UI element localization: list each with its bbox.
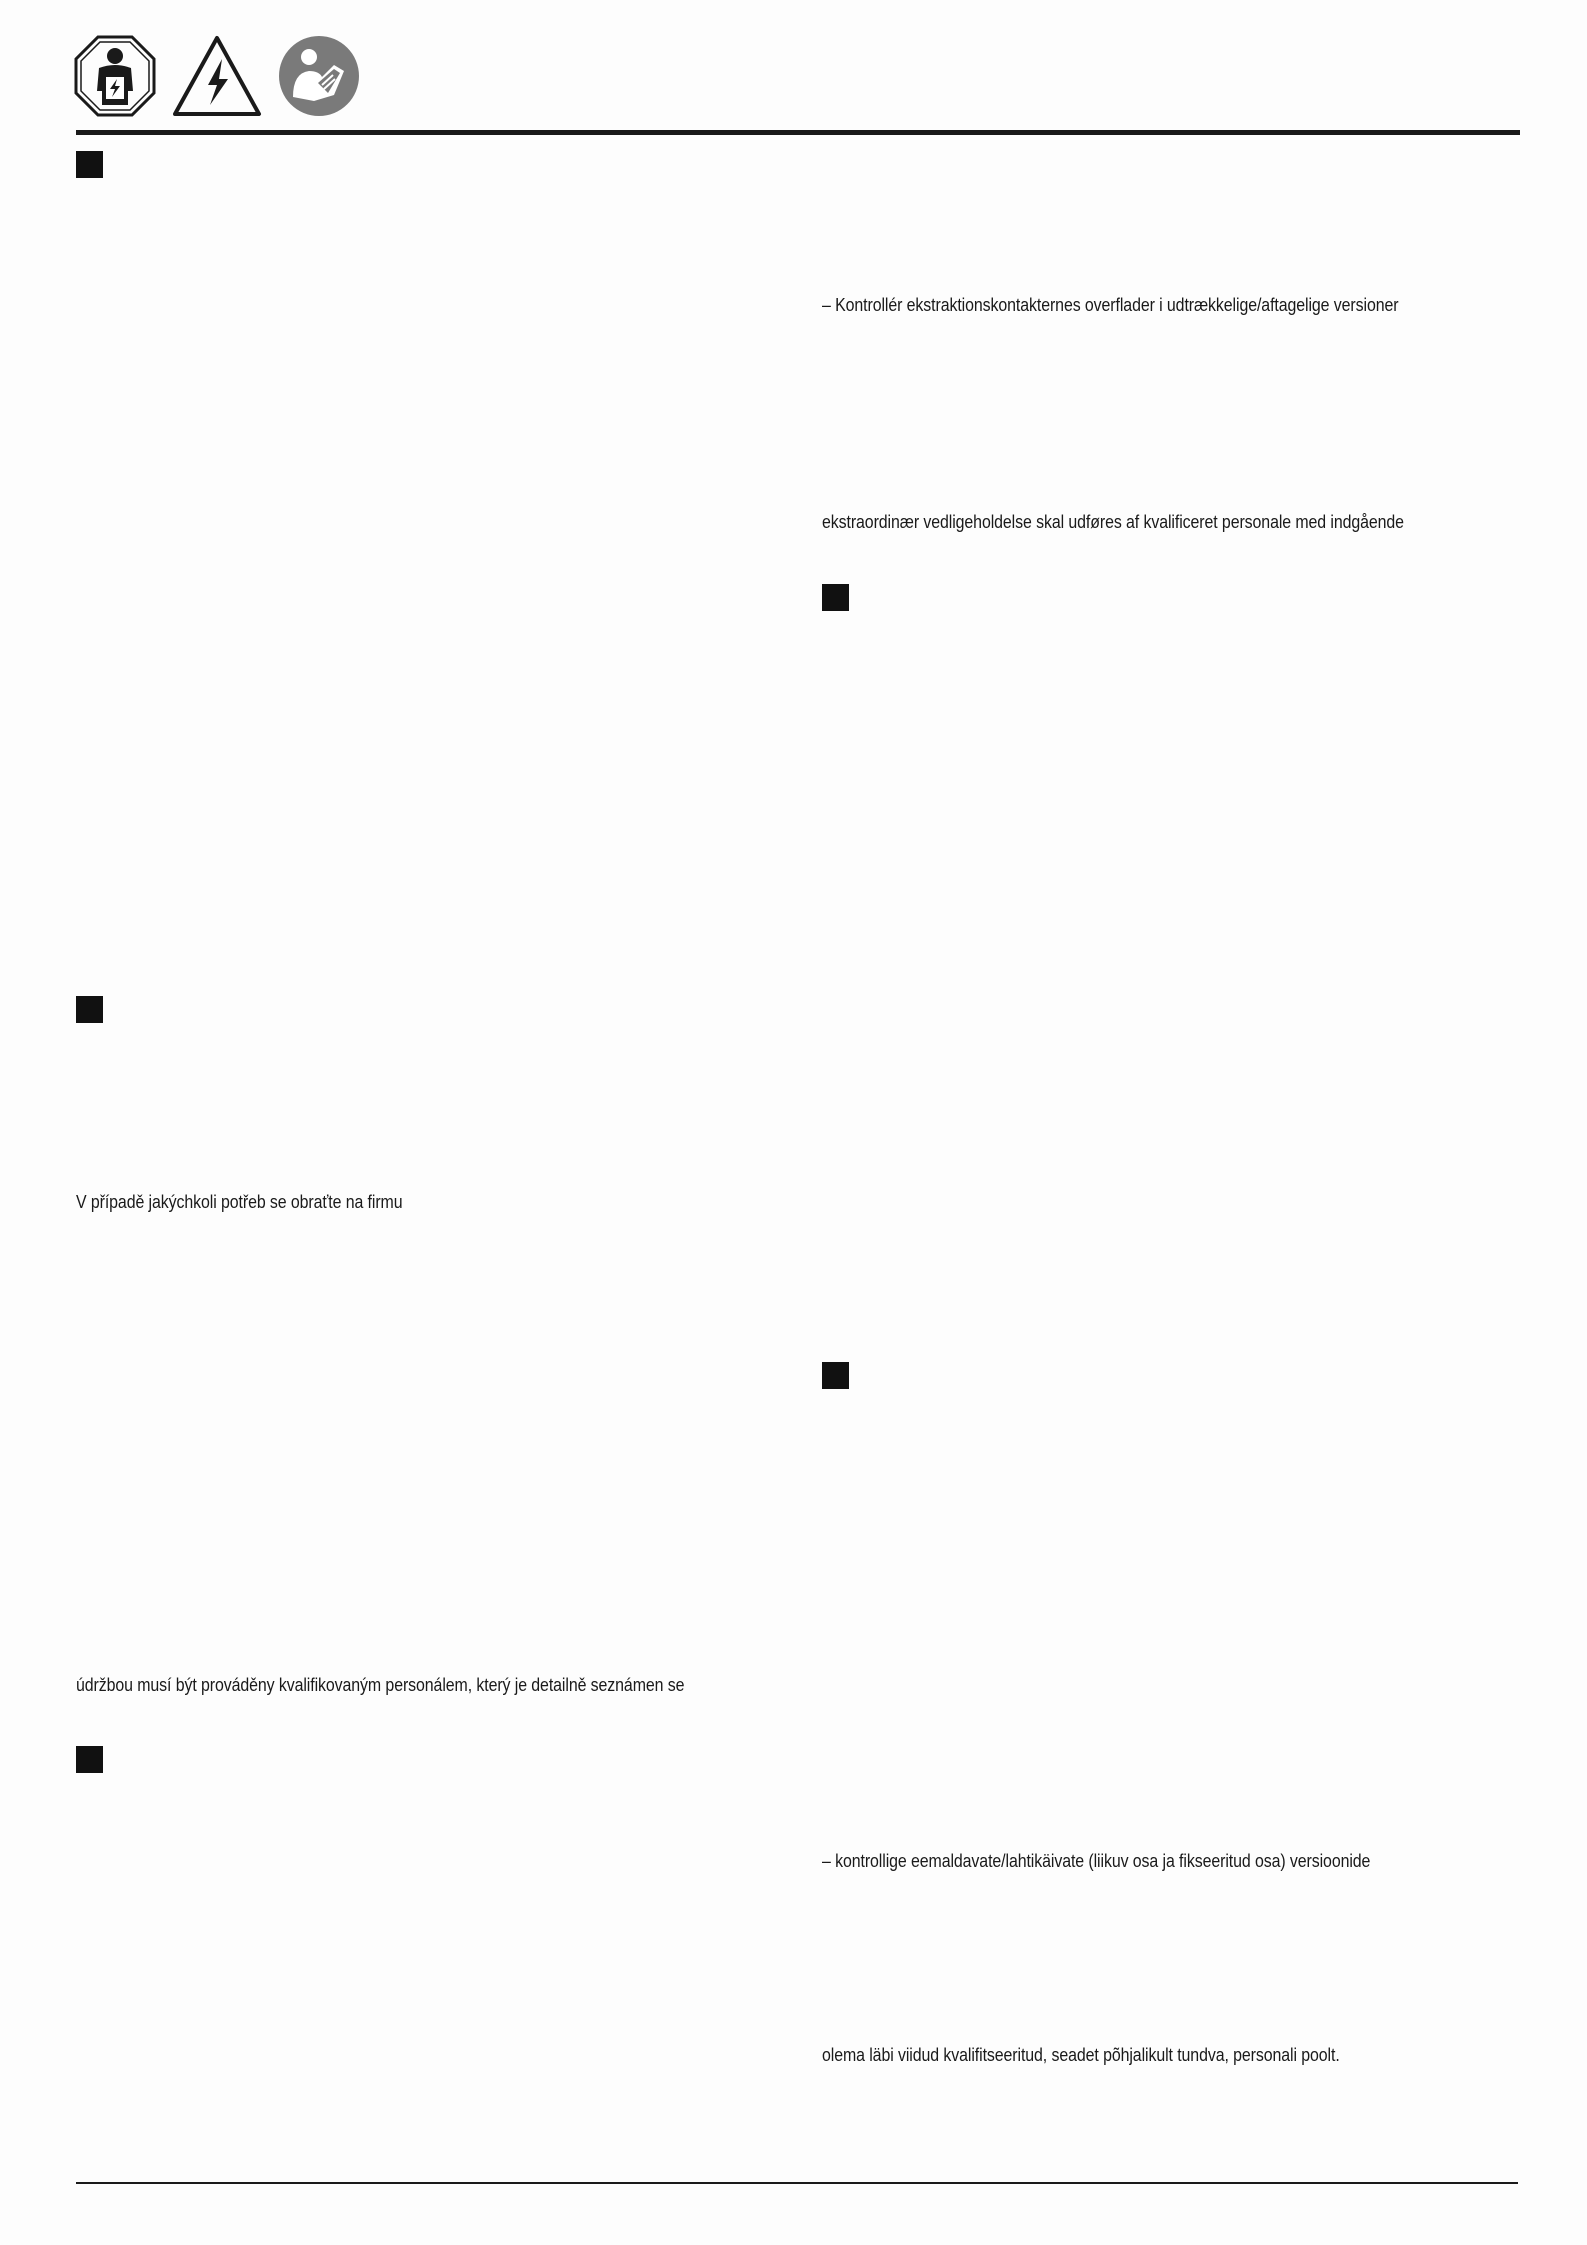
section-marker [76,1746,103,1773]
high-voltage-warning-icon [172,35,262,117]
left-text-line: údržbou musí být prováděny kvalifikovaným personálem, který je detailně seznámen se [76,1674,685,1695]
header-divider [76,130,1520,135]
section-marker [76,996,103,1023]
read-manual-icon [278,35,360,117]
section-marker [822,1362,849,1389]
right-text-line: ekstraordinær vedligeholdelse skal udføres af kvalificeret personale med indgående [822,511,1404,532]
right-text-line: – kontrollige eemaldavate/lahtikäivate (liikuv osa ja fikseeritud osa) versioonide [822,1850,1371,1871]
right-text-line: – Kontrollér ekstraktionskontakternes overflader i udtrækkelige/aftagelige versioner [822,294,1399,315]
right-text-line: olema läbi viidud kvalifitseeritud, seadet põhjalikult tundva, personali poolt. [822,2044,1340,2065]
qualified-technician-icon [74,35,156,117]
section-marker [822,584,849,611]
left-text-line: V případě jakýchkoli potřeb se obraťte na firmu [76,1191,403,1212]
section-marker [76,151,103,178]
footer-divider [76,2182,1518,2184]
